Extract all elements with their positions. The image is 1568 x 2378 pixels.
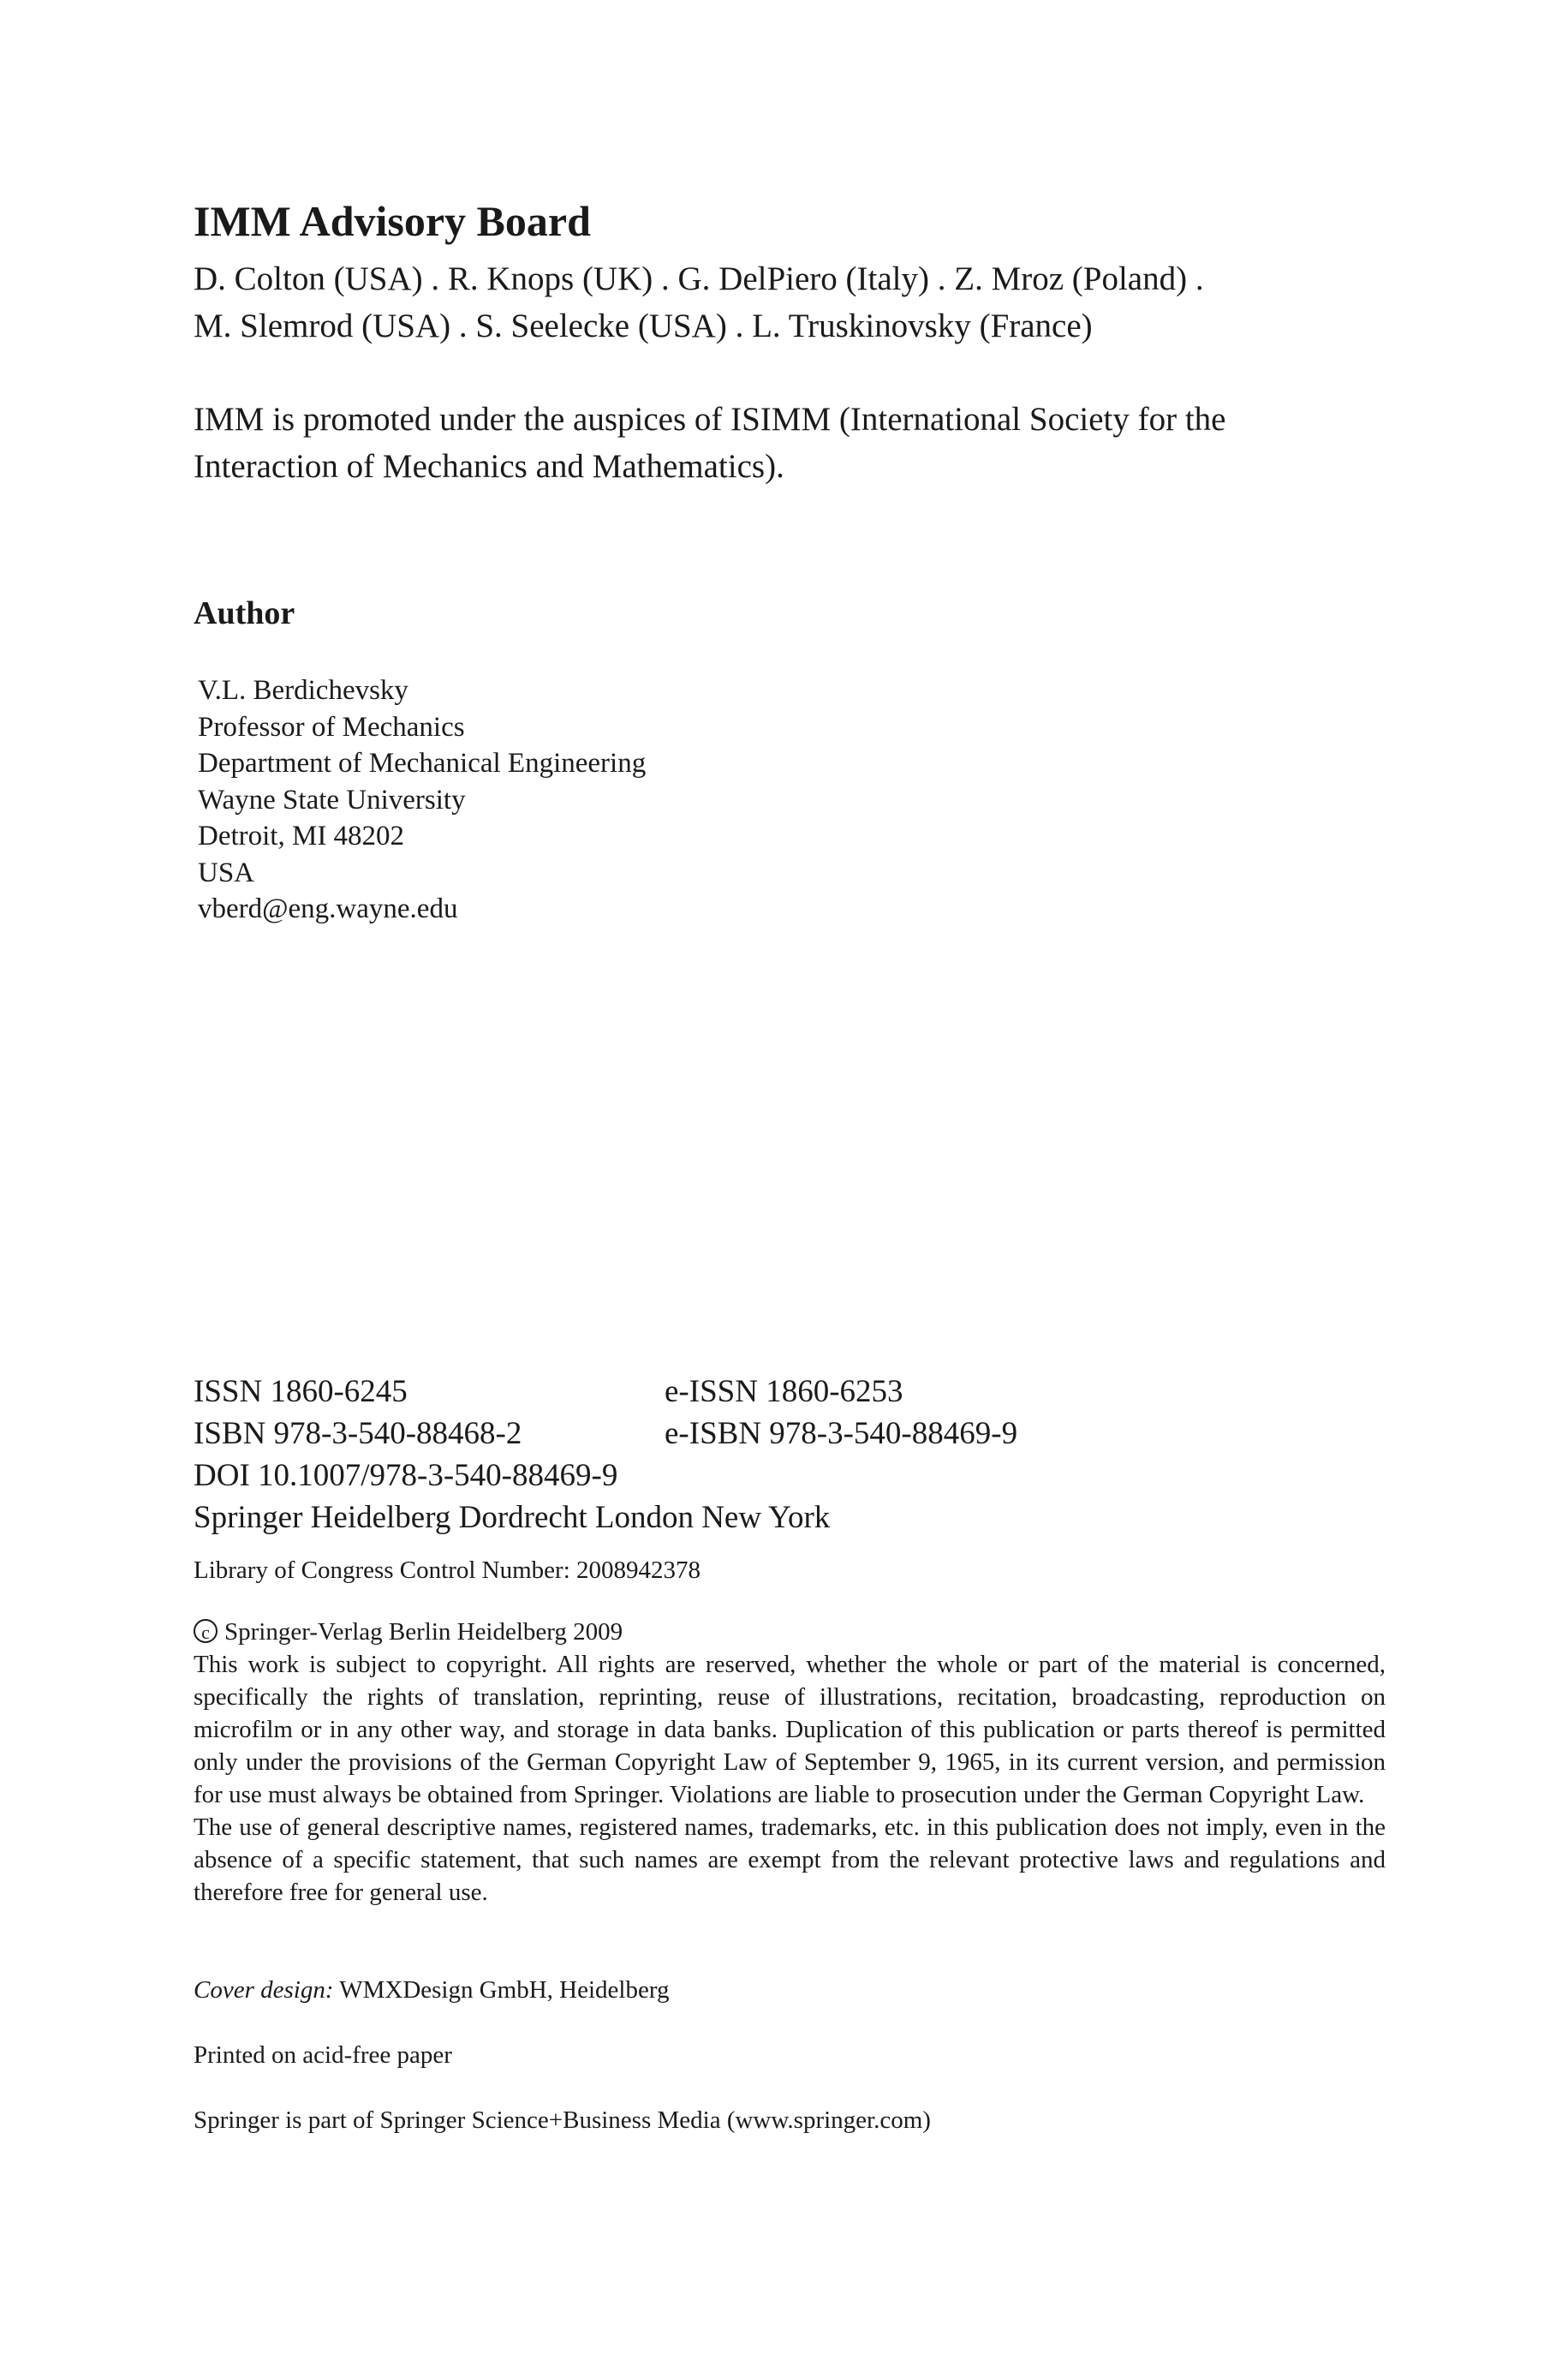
lccn-block: [194, 1554, 1392, 1586]
advisory-board-heading: IMM Advisory Board: [194, 197, 591, 245]
author-name: V.L. Berdichevsky: [198, 675, 408, 706]
author-department: Department of Mechanical Engineering: [198, 748, 647, 779]
paper-note-block: [194, 2039, 1392, 2071]
copyright-holder: Springer-Verlag Berlin Heidelberg 2009: [224, 1618, 623, 1646]
advisory-board-section: [194, 195, 1392, 350]
author-title: Professor of Mechanics: [198, 711, 465, 743]
author-university: Wayne State University: [198, 784, 466, 816]
doi: DOI 10.1007/978-3-540-88469-9: [194, 1458, 618, 1493]
cover-design-block: [194, 1974, 1392, 2006]
author-country: USA: [198, 857, 255, 888]
cover-design-line: [194, 1974, 1392, 2006]
author-heading: Author: [194, 595, 295, 631]
copyright-block: [194, 1616, 1386, 1909]
author-city: Detroit, MI 48202: [198, 821, 405, 851]
copyright-line: [194, 1616, 1386, 1648]
eissn: e-ISSN 1860-6253: [665, 1374, 903, 1409]
isbn: ISBN 978-3-540-88468-2: [194, 1416, 522, 1451]
isimm-note-line-1: IMM is promoted under the auspices of ISIMM (International Society for the: [194, 401, 1226, 438]
advisory-board-members-line-2: M. Slemrod (USA) . S. Seelecke (USA) . L. Truskinovsky (France): [194, 308, 1093, 344]
springer-media-block: [194, 2104, 1392, 2136]
advisory-board-members-line-1: D. Colton (USA) . R. Knops (UK) . G. DelPiero (Italy) . Z. Mroz (Poland) .: [194, 260, 1204, 297]
author-email: vberd@eng.wayne.edu: [198, 893, 458, 924]
cover-design-value: WMXDesign GmbH, Heidelberg: [339, 1976, 670, 2004]
author-address: [198, 672, 1397, 928]
publisher-cities: Springer Heidelberg Dordrecht London New York: [194, 1500, 831, 1535]
author-heading-block: [194, 593, 1392, 634]
cover-design-label: Cover design:: [194, 1976, 334, 2004]
identifiers-section: [194, 1371, 1392, 1539]
isbn-row: [194, 1413, 1392, 1455]
eisbn: e-ISBN 978-3-540-88469-9: [665, 1416, 1018, 1451]
lccn: Library of Congress Control Number: 2008942378: [194, 1556, 701, 1584]
isimm-note-line-2: Interaction of Mechanics and Mathematics).: [194, 448, 784, 485]
names-paragraph: The use of general descriptive names, registered names, trademarks, etc. in this publication does not imply, even in the absence of a specific statement, that such names are exempt from the relevant protective laws and regulations and therefore free for general use.: [194, 1813, 1386, 1906]
isimm-note: [194, 396, 1392, 490]
springer-media-note: Springer is part of Springer Science+Business Media (www.springer.com): [194, 2106, 931, 2134]
rights-paragraph: This work is subject to copyright. All rights are reserved, whether the whole or part of the material is concerned, specifically the rights of translation, reprinting, reuse of illustrations, recitation, broadcasting, reproduction on microfilm or in any other way, and storage in data banks. Duplication of this publication or parts thereof is permitted only under the provisions of the German Copyright Law of September 9, 1965, in its current version, and permission for use must always be obtained from Springer. Violations are liable to prosecution under the German Copyright Law.: [194, 1651, 1386, 1808]
paper-note: Printed on acid-free paper: [194, 2041, 452, 2069]
copyright-symbol: c: [194, 1619, 218, 1643]
issn: ISSN 1860-6245: [194, 1374, 408, 1409]
issn-row: [194, 1371, 1392, 1413]
